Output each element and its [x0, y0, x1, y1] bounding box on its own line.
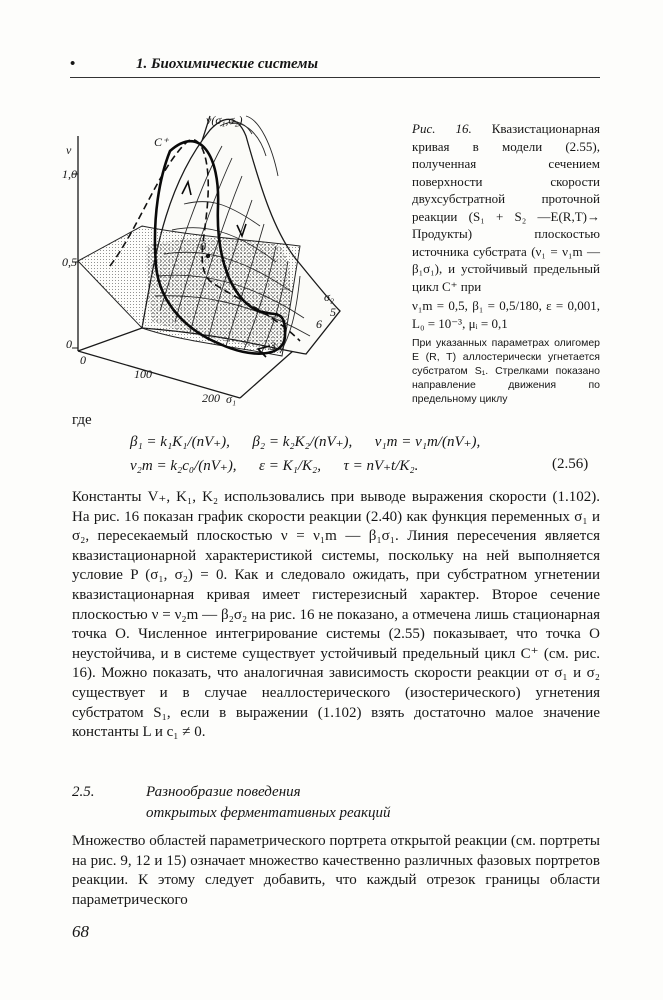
tick-label: 5	[330, 305, 336, 319]
tick-label: 100	[134, 367, 152, 381]
header-rule	[70, 77, 600, 78]
caption-text-2: плоскостью источника субстрата (ν₁ = ν₁m — β₁σ₁), и устойчивый предельный цикл C⁺ при	[412, 226, 600, 294]
tick-label: 200	[202, 391, 220, 405]
point-label-o: 0	[200, 239, 206, 253]
running-header-title: 1. Биохимические системы	[136, 56, 318, 72]
equation-number: (2.56)	[552, 456, 589, 472]
caption-reaction: (S₁ + S₂ —E(R,T)→ Продукты)	[412, 208, 601, 241]
caption-label: Рис. 16.	[412, 121, 472, 136]
tick-label: 0	[80, 353, 86, 367]
equation-row-1: β₁ = k₁K₁/(nV₊), β₂ = k₂K₂/(nV₊), ν₁m = ν₁m/(nV₊),	[130, 434, 481, 450]
section-title-line-1: Разнообразие поведения	[146, 784, 301, 800]
header-marker: •	[70, 56, 76, 72]
page-number: 68	[72, 922, 89, 941]
figure-caption	[412, 120, 600, 406]
axis-label-sigma1: σ₁	[226, 392, 237, 406]
tick-label: 1,0	[62, 167, 77, 181]
tick-label: 0,5	[62, 255, 77, 269]
figure-16-surface-plot	[60, 96, 400, 411]
body-paragraph-1: Константы V₊, K₁, K₂ использовались при выводе выражения скорости (1.102). На рис. 16 показан график скорости реакции (2.40) как функция переменных σ₁ и σ₂, пересекаемый плоскостью ν = ν₁m — β₁σ₁. Линия пересечения является квазистационарной характеристикой системы, поскольку на ней выполняется условие P (σ₁, σ₂) = 0. Как и следовало ожидать, при субстратном угнетении квазистационарная кривая имеет гистерезисный характер. Второе сечение плоскостью ν = ν₂m — β₂σ₂ на рис. 16 не показано, а отмечена лишь стационарная точка O. Численное интегрирование системы (2.55) показывает, что точка O неустойчива, и в системе существует устойчивый предельный цикл C⁺ (см. рис. 16). Можно показать, что аналогичная зависимость скорости реакции от σ₁ и σ₂ существует и в случае неаллостерического (изостерического) угнетения субстратом S₁, если в выражении (1.102) взять достаточно малое значение константы L и c₁ ≠ 0.	[72, 489, 600, 741]
section-title-line-2: открытых ферментативных реакций	[146, 805, 391, 821]
equation-row-2: ν₂m = k₂c₀/(nV₊), ε = K₁/K₂, τ = nV₊t/K₂.	[130, 458, 419, 474]
section-number: 2.5.	[72, 784, 95, 800]
tick-label: 0	[66, 337, 72, 351]
axis-label-sigma2: σ₂	[324, 290, 335, 304]
caption-note: При указанных параметрах олигомер E (R, T) аллостерически угнетается субстратом S₁. Стрелками показано направление движения по предельному циклу	[412, 337, 600, 405]
equations-intro: где	[72, 412, 92, 428]
caption-text-1: Квазистационарная кривая в модели (2.55), полученная сечением поверхности скорости двухсубстратной проточной реакции	[412, 121, 600, 224]
running-header	[70, 56, 600, 78]
stationary-point-o	[206, 254, 210, 258]
tick-label: 3	[270, 339, 276, 353]
tick-label: 6	[316, 317, 322, 331]
axis-label-surface: ν(σ₁,σ₂)	[206, 113, 243, 127]
caption-main	[412, 120, 600, 295]
point-label-c-plus: C⁺	[154, 135, 169, 149]
axis-label-nu: ν	[66, 143, 72, 157]
body-paragraph-2: Множество областей параметрического портрета открытой реакции (см. портреты на рис. 9, 12 и 15) означает множество качественно различных фазовых портретов реакции. К этому следует добавить, что каждый отрезок границы области параметрического	[72, 833, 600, 908]
caption-params: ν₁m = 0,5, β₁ = 0,5/180, ε = 0,001, L₀ = 10⁻³, μᵢ = 0,1	[412, 298, 600, 331]
